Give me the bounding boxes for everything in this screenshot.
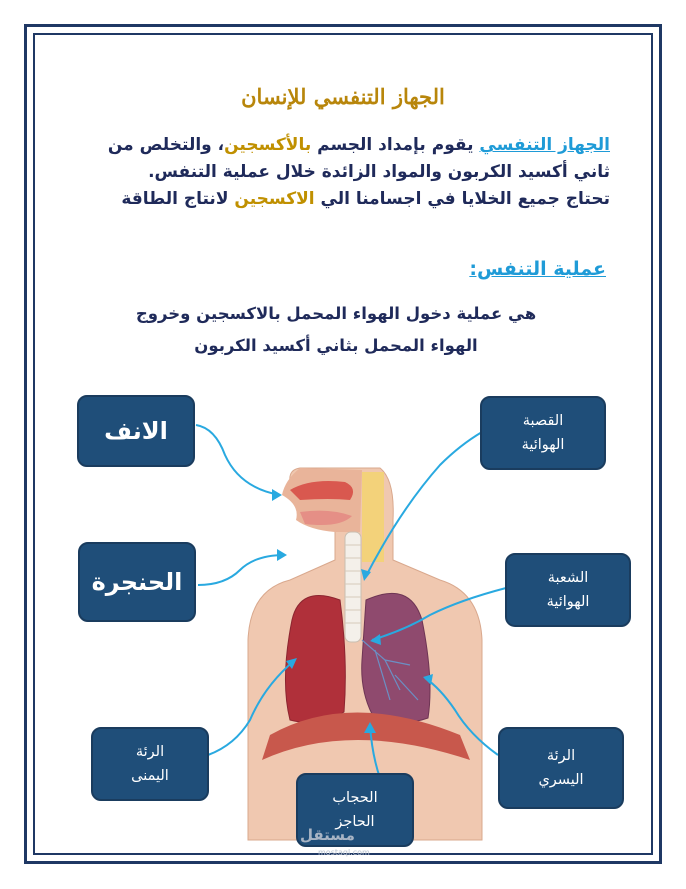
left-lung-drawing [362,593,430,722]
right-lung-label: الرئة اليمنى [131,744,169,784]
nose-label-box [77,395,195,467]
right-lung-label-box [91,727,209,801]
respiration-line-1: هي عملية دخول الهواء المحمل بالاكسجين وخروج [135,304,537,323]
nose-arrowhead [272,489,282,501]
larynx-label: الحنجرة [91,568,183,596]
respiration-line-2: الهواء المحمل بثاني أكسيد الكربون [194,336,478,355]
intro-text-4: لانتاج الطاقة [121,189,235,209]
nose-connector [196,425,280,495]
left-lung-label-box [498,727,624,809]
larynx-arrowhead [277,549,287,561]
intro-text-1: يقوم بإمداد الجسم [311,135,480,155]
watermark-url: mostaql.com [318,848,370,857]
bronchus-label-box [505,553,631,627]
oxygen-term-1: بالأكسجين [224,135,312,155]
page-title: الجهاز التنفسي للإنسان [241,84,445,109]
watermark: مستقل [300,826,355,844]
intro-text-3: تحتاج جميع الخلايا في اجسامنا الي [314,189,610,209]
respiratory-system-term: الجهاز التنفسي [479,135,610,155]
larynx-connector [198,555,285,585]
trachea-label-box [480,396,606,470]
intro-text-2: ، والتخلص من ثاني أكسيد الكربون والمواد الزائدة خلال عملية التنفس. [107,135,610,182]
bronchus-label: الشعبة الهوائية [546,570,590,610]
trachea-label: القصبة الهوائية [521,413,565,453]
larynx-label-box [78,542,196,622]
left-lung-label: الرئة اليسري [538,748,584,788]
respiration-heading: عملية التنفس: [469,258,606,280]
nose-label: الانف [104,417,168,445]
diaphragm-label: الحجاب الحاجز [332,790,378,830]
trachea-drawing [345,532,361,642]
oxygen-term-2: الاكسجين [234,189,315,209]
